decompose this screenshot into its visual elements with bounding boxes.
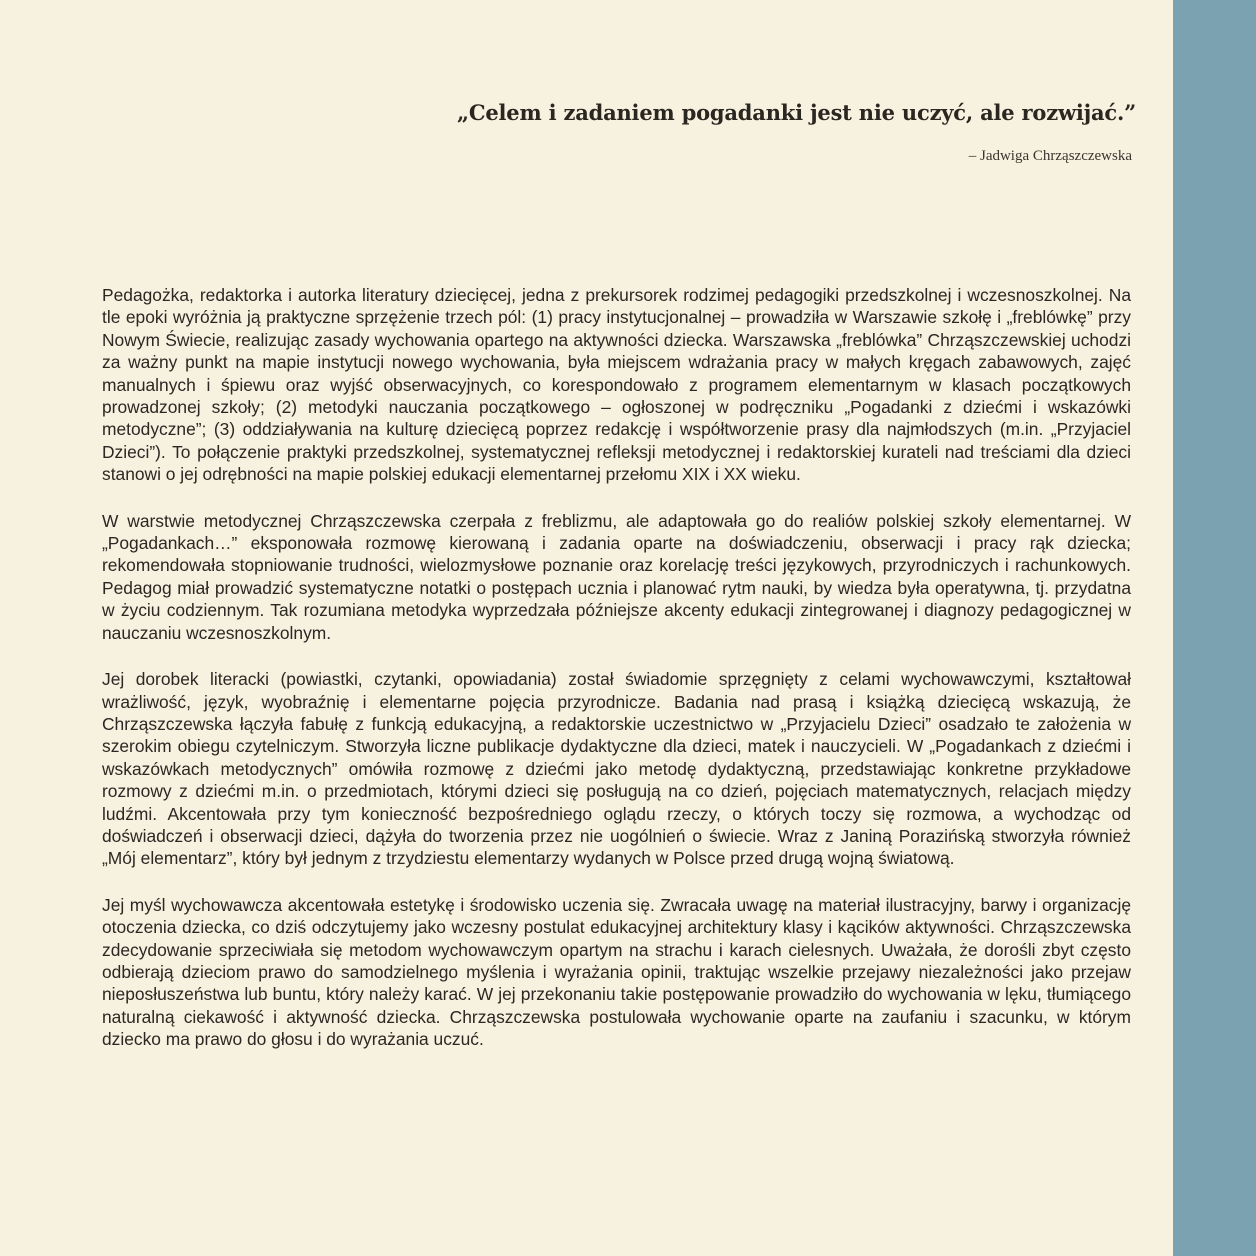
paragraph: W warstwie metodycznej Chrząszczewska czerpała z freblizmu, ale adaptowała go do realiów polskiej szkoły elementarnej. W „Pogadankach…” eksponowała rozmowę kierowaną i zadania oparte na doświadczeniu, obserwacji i pracy rąk dziecka; rekomendowała stopniowanie trudności, wielozmysłowe poznanie oraz korelację treści językowych, przyrodniczych i rachunkowych. Pedagog miał prowadzić systematyczne notatki o postępach ucznia i planować rytm nauki, by wiedza była operatywna, tj. przydatna w życiu codziennym. Tak rozumiana metodyka wyprzedzała późniejsze akcenty edukacji zintegrowanej i diagnozy pedagogicznej w nauczaniu wczesnoszkolnym. [102, 510, 1131, 643]
paragraph: Jej dorobek literacki (powiastki, czytanki, opowiadania) został świadomie sprzęgnięty z celami wychowawczymi, kształtował wrażliwość, język, wyobraźnię i elementarne pojęcia przyrodnicze. Badania nad prasą i książką dziecięcą wskazują, że Chrząszczewska łączyła fabułę z funkcją edukacyjną, a redaktorskie uczestnictwo w „Przyjacielu Dzieci” osadzało te założenia w szerokim obiegu czytelniczym. Stworzyła liczne publikacje dydaktyczne dla dzieci, matek i nauczycieli. W „Pogadankach z dziećmi i wskazówkach metodycznych” omówiła rozmowę z dziećmi jako metodę dydaktyczną, przedstawiając konkretne przykładowe rozmowy z dziećmi m.in. o przedmiotach, którymi dzieci się posługują na co dzień, pojęciach matematycznych, relacjach między ludźmi. Akcentowała przy tym konieczność bezpośredniego oglądu rzeczy, o których toczy się rozmowa, a wychodząc od doświadczeń i obserwacji dzieci, dążyła do tworzenia przez nie uogólnień o świecie. Wraz z Janiną Porazińską stworzyła również „Mój elementarz”, który był jednym z trzydziestu elementarzy wydanych w Polsce przed drugą wojną światową. [102, 669, 1131, 869]
quote-attribution: – Jadwiga Chrząszczewska [968, 148, 1132, 164]
article-body [102, 284, 1131, 1075]
side-color-band [1173, 0, 1256, 1256]
epigraph-quote: „Celem i zadaniem pogadanki jest nie uczyć, ale rozwijać.” [456, 100, 1136, 125]
paragraph: Pedagożka, redaktorka i autorka literatury dziecięcej, jedna z prekursorek rodzimej pedagogiki przedszkolnej i wczesnoszkolnej. Na tle epoki wyróżnia ją praktyczne sprzężenie trzech pól: (1) pracy instytucjonalnej – prowadziła w Warszawie szkołę i „freblówkę” przy Nowym Świecie, realizując zasady wychowania opartego na aktywności dziecka. Warszawska „freblówka” Chrząszczewskiej uchodzi za ważny punkt na mapie instytucji nowego wychowania, była miejscem wdrażania pracy w małych kręgach zabawowych, zajęć manualnych i śpiewu oraz wyjść obserwacyjnych, co korespondowało z programem elementarnym w klasach początkowych prowadzonej szkoły; (2) metodyki nauczania początkowego – ogłoszonej w podręczniku „Pogadanki z dziećmi i wskazówki metodyczne”; (3) oddziaływania na kulturę dziecięcą poprzez redakcję i współtworzenie prasy dla najmłodszych (m.in. „Przyjaciel Dzieci”). To połączenie praktyki przedszkolnej, systematycznej refleksji metodycznej i redaktorskiej kurateli nad treściami dla dzieci stanowi o jej odrębności na mapie polskiej edukacji elementarnej przełomu XIX i XX wieku. [102, 285, 1131, 485]
paragraph: Jej myśl wychowawcza akcentowała estetykę i środowisko uczenia się. Zwracała uwagę na materiał ilustracyjny, barwy i organizację otoczenia dziecka, co dziś odczytujemy jako wczesny postulat edukacyjnej architektury klasy i kącików aktywności. Chrząszczewska zdecydowanie sprzeciwiała się metodom wychowawczym opartym na strachu i karach cielesnych. Uważała, że dorośli zbyt często odbierają dzieciom prawo do samodzielnego myślenia i wyrażania opinii, traktując wszelkie przejawy niezależności jako przejaw nieposłuszeństwa lub buntu, który należy karać. W jej przekonaniu takie postępowanie prowadziło do wychowania w lęku, tłumiącego naturalną ciekawość i aktywność dziecka. Chrząszczewska postulowała wychowanie oparte na zaufaniu i szacunku, w którym dziecko ma prawo do głosu i do wyrażania uczuć. [102, 894, 1131, 1050]
